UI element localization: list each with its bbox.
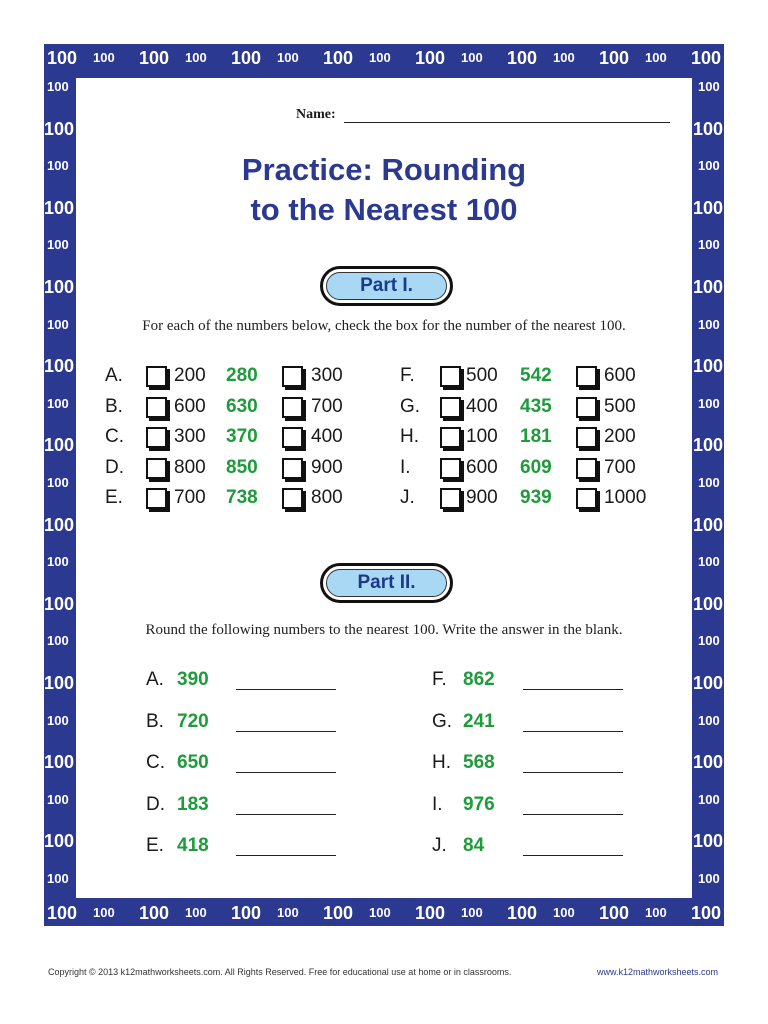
option-value: 700	[604, 456, 636, 478]
border-label: 100	[47, 871, 69, 886]
border-label: 100	[553, 50, 575, 65]
border-label: 100	[47, 633, 69, 649]
target-number: 280	[226, 365, 258, 386]
target-number: 370	[226, 426, 258, 448]
question-letter: F.	[432, 669, 447, 690]
question-letter: G.	[432, 710, 453, 732]
target-number: 720	[177, 710, 209, 732]
border-label: 100	[139, 903, 170, 923]
answer-blank[interactable]	[523, 854, 623, 856]
target-number: 418	[177, 835, 209, 857]
border-label: 100	[693, 514, 724, 535]
question-letter: D.	[146, 793, 165, 815]
border-label: 100	[369, 50, 391, 65]
question-letter: I.	[400, 456, 411, 478]
question-letter: D.	[105, 456, 124, 478]
checkbox[interactable]	[440, 488, 461, 509]
border-label: 100	[698, 871, 720, 886]
answer-blank[interactable]	[236, 813, 336, 815]
border-label: 100	[47, 712, 69, 728]
border-label: 100	[698, 712, 720, 728]
border-label: 100	[47, 316, 69, 332]
border-label: 100	[47, 395, 69, 411]
option-value: 1000	[604, 487, 647, 509]
question-letter: E.	[146, 835, 164, 857]
border-label: 100	[693, 831, 724, 852]
option-value: 700	[174, 487, 206, 509]
border-label: 100	[415, 903, 446, 923]
checkbox[interactable]	[576, 458, 597, 479]
border-label: 100	[44, 831, 75, 852]
border-label: 100	[415, 48, 446, 68]
part-one-instruction: For each of the numbers below, check the box for the number of the nearest 100.	[142, 318, 626, 334]
border-label: 100	[691, 903, 722, 923]
border-label: 100	[693, 435, 724, 456]
answer-blank[interactable]	[523, 688, 623, 690]
checkbox[interactable]	[576, 366, 597, 387]
question-letter: B.	[146, 710, 164, 732]
border-label: 100	[323, 48, 354, 68]
target-number: 939	[520, 487, 552, 509]
border-label: 100	[93, 50, 115, 65]
border-label: 100	[47, 903, 78, 923]
target-number: 542	[520, 365, 552, 386]
question-letter: F.	[400, 365, 415, 386]
target-number: 84	[463, 835, 485, 857]
checkbox[interactable]	[146, 458, 167, 479]
border-label: 100	[323, 903, 354, 923]
target-number: 568	[463, 752, 495, 774]
copyright-notice: Copyright © 2013 k12mathworksheets.com. All Rights Reserved. Free for educational use at home or in classrooms.	[48, 967, 512, 977]
target-number: 850	[226, 456, 258, 478]
border-label: 100	[698, 237, 720, 253]
border-label: 100	[693, 277, 724, 297]
target-number: 435	[520, 395, 552, 417]
question-letter: J.	[432, 835, 447, 857]
border-label: 100	[44, 514, 75, 535]
border-label: 100	[185, 50, 207, 65]
checkbox[interactable]	[282, 366, 303, 387]
option-value: 500	[466, 365, 498, 386]
option-value: 300	[174, 426, 206, 448]
target-number: 650	[177, 752, 209, 774]
checkbox[interactable]	[440, 397, 461, 418]
checkbox[interactable]	[146, 427, 167, 448]
option-value: 200	[604, 426, 636, 448]
question-letter: A.	[146, 669, 164, 690]
option-value: 500	[604, 395, 636, 417]
target-number: 390	[177, 669, 209, 690]
border-label: 100	[693, 118, 724, 139]
part-one-badge	[320, 266, 453, 306]
target-number: 862	[463, 669, 495, 690]
checkbox[interactable]	[282, 458, 303, 479]
border-label: 100	[693, 593, 724, 614]
checkbox[interactable]	[146, 366, 167, 387]
question-letter: H.	[432, 752, 451, 774]
target-number: 630	[226, 395, 258, 417]
checkbox[interactable]	[440, 458, 461, 479]
border-label: 100	[369, 905, 391, 920]
border-label: 100	[698, 633, 720, 649]
border-label: 100	[47, 79, 69, 94]
option-value: 600	[466, 456, 498, 478]
target-number: 976	[463, 793, 495, 815]
option-value: 800	[311, 487, 343, 509]
border-label: 100	[698, 554, 720, 570]
part-two-label: Part II.	[326, 569, 447, 597]
border-label: 100	[47, 791, 69, 807]
border-label: 100	[47, 48, 78, 68]
answer-blank[interactable]	[523, 771, 623, 773]
border-label: 100	[698, 158, 720, 174]
border-label: 100	[277, 905, 299, 920]
border-label: 100	[507, 48, 538, 68]
option-value: 400	[311, 426, 343, 448]
part-one-label: Part I.	[326, 272, 447, 300]
part-two-instruction: Round the following numbers to the nearest 100. Write the answer in the blank.	[145, 622, 623, 638]
border-label: 100	[698, 791, 720, 807]
option-value: 700	[311, 395, 343, 417]
target-number: 609	[520, 456, 552, 478]
border-label: 100	[599, 903, 630, 923]
site-link[interactable]: www.k12mathworksheets.com	[596, 967, 718, 977]
border-label: 100	[693, 752, 724, 773]
question-letter: A.	[105, 365, 123, 386]
checkbox[interactable]	[282, 427, 303, 448]
border-label: 100	[698, 395, 720, 411]
question-letter: E.	[105, 487, 123, 509]
border-label: 100	[44, 673, 75, 693]
question-letter: B.	[105, 395, 123, 417]
border-label: 100	[693, 673, 724, 693]
border-label: 100	[691, 48, 722, 68]
target-number: 241	[463, 710, 495, 732]
border-label: 100	[44, 118, 75, 139]
name-row	[296, 107, 670, 123]
border-label: 100	[44, 752, 75, 773]
border-label: 100	[44, 356, 75, 377]
border-label: 100	[47, 237, 69, 253]
option-value: 800	[174, 456, 206, 478]
target-number: 183	[177, 793, 209, 815]
option-value: 600	[604, 365, 636, 386]
question-letter: J.	[400, 487, 415, 509]
border-label: 100	[698, 316, 720, 332]
answer-blank[interactable]	[236, 854, 336, 856]
checkbox[interactable]	[282, 488, 303, 509]
checkbox[interactable]	[146, 488, 167, 509]
part-two-badge	[320, 563, 453, 603]
border-label: 100	[599, 48, 630, 68]
answer-blank[interactable]	[523, 730, 623, 732]
option-value: 900	[466, 487, 498, 509]
answer-blank[interactable]	[523, 813, 623, 815]
option-value: 200	[174, 365, 206, 386]
name-blank[interactable]	[344, 108, 670, 123]
answer-blank[interactable]	[236, 730, 336, 732]
border-label: 100	[645, 905, 667, 920]
border-label: 100	[47, 554, 69, 570]
answer-blank[interactable]	[236, 688, 336, 690]
question-letter: I.	[432, 793, 443, 815]
checkbox[interactable]	[440, 366, 461, 387]
border-label: 100	[645, 50, 667, 65]
border-label: 100	[461, 905, 483, 920]
question-letter: H.	[400, 426, 419, 448]
border-label: 100	[461, 50, 483, 65]
option-value: 100	[466, 426, 498, 448]
option-value: 900	[311, 456, 343, 478]
border-label: 100	[47, 158, 69, 174]
footer-link-wrap	[597, 967, 718, 977]
target-number: 738	[226, 487, 258, 509]
border-label: 100	[737, 905, 759, 920]
border-label: 100	[231, 903, 262, 923]
name-label: Name:	[296, 107, 336, 122]
option-value: 600	[174, 395, 206, 417]
question-letter: G.	[400, 395, 421, 417]
border-label: 100	[47, 475, 69, 490]
checkbox[interactable]	[576, 488, 597, 509]
border-label: 100	[693, 356, 724, 377]
checkbox[interactable]	[282, 397, 303, 418]
border-label: 100	[93, 905, 115, 920]
checkbox[interactable]	[440, 427, 461, 448]
border-label: 100	[185, 905, 207, 920]
border-label: 100	[44, 435, 75, 456]
option-value: 300	[311, 365, 343, 386]
answer-blank[interactable]	[236, 771, 336, 773]
border-label: 100	[277, 50, 299, 65]
border-label: 100	[507, 903, 538, 923]
checkbox[interactable]	[146, 397, 167, 418]
target-number: 181	[520, 426, 552, 448]
border-label: 100	[553, 905, 575, 920]
border-label: 100	[44, 197, 75, 218]
option-value: 400	[466, 395, 498, 417]
border-label: 100	[139, 48, 170, 68]
border-label: 100	[698, 79, 720, 94]
border-label: 100	[44, 277, 75, 297]
border-label: 100	[698, 475, 720, 490]
question-letter: C.	[146, 752, 165, 774]
border-label: 100	[231, 48, 262, 68]
border-label: 100	[737, 50, 759, 65]
border-label: 100	[44, 593, 75, 614]
border-label: 100	[693, 197, 724, 218]
page-title-line2: to the Nearest 100	[250, 192, 518, 227]
checkbox[interactable]	[576, 427, 597, 448]
checkbox[interactable]	[576, 397, 597, 418]
page-title-line1: Practice: Rounding	[241, 152, 527, 187]
question-letter: C.	[105, 426, 124, 448]
